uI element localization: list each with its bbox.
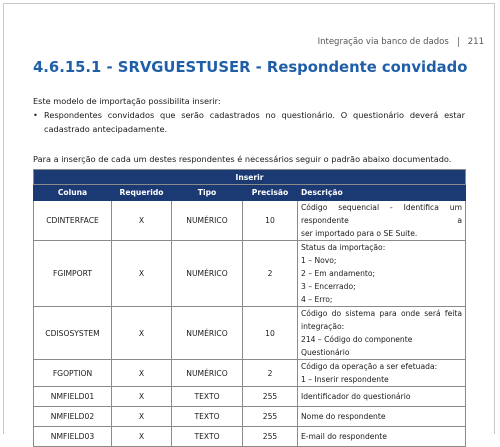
table-header-row <box>34 185 466 201</box>
table-row <box>34 307 466 360</box>
header-section: Integração via banco de dados <box>317 37 449 47</box>
col-header-requerido: Requerido <box>112 185 172 201</box>
bullet-item <box>33 109 465 136</box>
cell-tipo: NUMÉRICO <box>172 307 243 360</box>
cell-precisao: 2 <box>243 241 298 307</box>
cell-coluna: NMFIELD03 <box>34 427 112 447</box>
table-body <box>34 201 466 447</box>
cell-precisao: 2 <box>243 360 298 387</box>
cell-requerido: X <box>112 407 172 427</box>
descricao-line: Identificador do questionário <box>301 392 411 401</box>
cell-requerido: X <box>112 307 172 360</box>
cell-coluna: CDINTERFACE <box>34 201 112 241</box>
table-row <box>34 360 466 387</box>
table-banner-row <box>34 170 466 185</box>
cell-coluna: NMFIELD02 <box>34 407 112 427</box>
descricao-line: 3 – Encerrado; <box>301 282 356 291</box>
descricao-line: Código do sistema para onde será feita <box>301 309 462 318</box>
cell-descricao <box>298 241 466 307</box>
cell-precisao: 255 <box>243 387 298 407</box>
bullet-text: Respondentes convidados que serão cadastrados no questionário. O questionário deverá estar cadastrado antecipadamente. <box>44 110 465 134</box>
cell-coluna: CDISOSYSTEM <box>34 307 112 360</box>
col-header-descricao: Descrição <box>298 185 466 201</box>
cell-tipo: NUMÉRICO <box>172 360 243 387</box>
cell-descricao <box>298 407 466 427</box>
descricao-line: 1 – Inserir respondente <box>301 375 389 384</box>
intro-text: Este modelo de importação possibilita inserir: <box>33 96 221 106</box>
running-header <box>318 37 484 47</box>
cell-descricao <box>298 387 466 407</box>
cell-requerido: X <box>112 241 172 307</box>
lead-text: Para a inserção de cada um destes respondentes é necessários seguir o padrão abaixo documentado. <box>33 154 452 164</box>
cell-coluna: NMFIELD01 <box>34 387 112 407</box>
descricao-line: 1 – Novo; <box>301 256 337 265</box>
descricao-line: 4 – Erro; <box>301 295 333 304</box>
cell-precisao: 255 <box>243 427 298 447</box>
descricao-line: integração: <box>301 322 345 331</box>
table-row <box>34 407 466 427</box>
cell-descricao <box>298 307 466 360</box>
table-banner: Inserir <box>34 170 466 185</box>
descricao-line: Status da importação: <box>301 243 386 252</box>
col-header-tipo: Tipo <box>172 185 243 201</box>
header-page-number: 211 <box>467 37 484 47</box>
table-row <box>34 201 466 241</box>
descricao-line: 214 – Código do componente Questionário <box>301 335 413 357</box>
cell-requerido: X <box>112 201 172 241</box>
cell-tipo: NUMÉRICO <box>172 201 243 241</box>
cell-precisao: 255 <box>243 407 298 427</box>
bullet-symbol: • <box>33 110 38 120</box>
cell-requerido: X <box>112 387 172 407</box>
descricao-line: 2 – Em andamento; <box>301 269 376 278</box>
section-title: 4.6.15.1 - SRVGUESTUSER - Respondente convidado <box>33 59 468 76</box>
fields-table <box>33 169 466 447</box>
table-row <box>34 427 466 447</box>
cell-precisao: 10 <box>243 307 298 360</box>
descricao-line: Código sequencial - Identifica um respondente a <box>301 203 462 225</box>
cell-tipo: TEXTO <box>172 387 243 407</box>
col-header-coluna: Coluna <box>34 185 112 201</box>
descricao-line: Código da operação a ser efetuada: <box>301 362 438 371</box>
table-row <box>34 241 466 307</box>
cell-tipo: TEXTO <box>172 427 243 447</box>
descricao-line: Nome do respondente <box>301 412 386 421</box>
cell-tipo: NUMÉRICO <box>172 241 243 307</box>
cell-descricao <box>298 201 466 241</box>
table-row <box>34 387 466 407</box>
col-header-precisao: Precisão <box>243 185 298 201</box>
cell-tipo: TEXTO <box>172 407 243 427</box>
cell-descricao <box>298 360 466 387</box>
descricao-line: E-mail do respondente <box>301 432 387 441</box>
cell-requerido: X <box>112 427 172 447</box>
header-divider <box>458 37 459 47</box>
cell-requerido: X <box>112 360 172 387</box>
cell-descricao <box>298 427 466 447</box>
cell-coluna: FGIMPORT <box>34 241 112 307</box>
cell-coluna: FGOPTION <box>34 360 112 387</box>
cell-precisao: 10 <box>243 201 298 241</box>
descricao-line: ser importado para o SE Suite. <box>301 229 418 238</box>
